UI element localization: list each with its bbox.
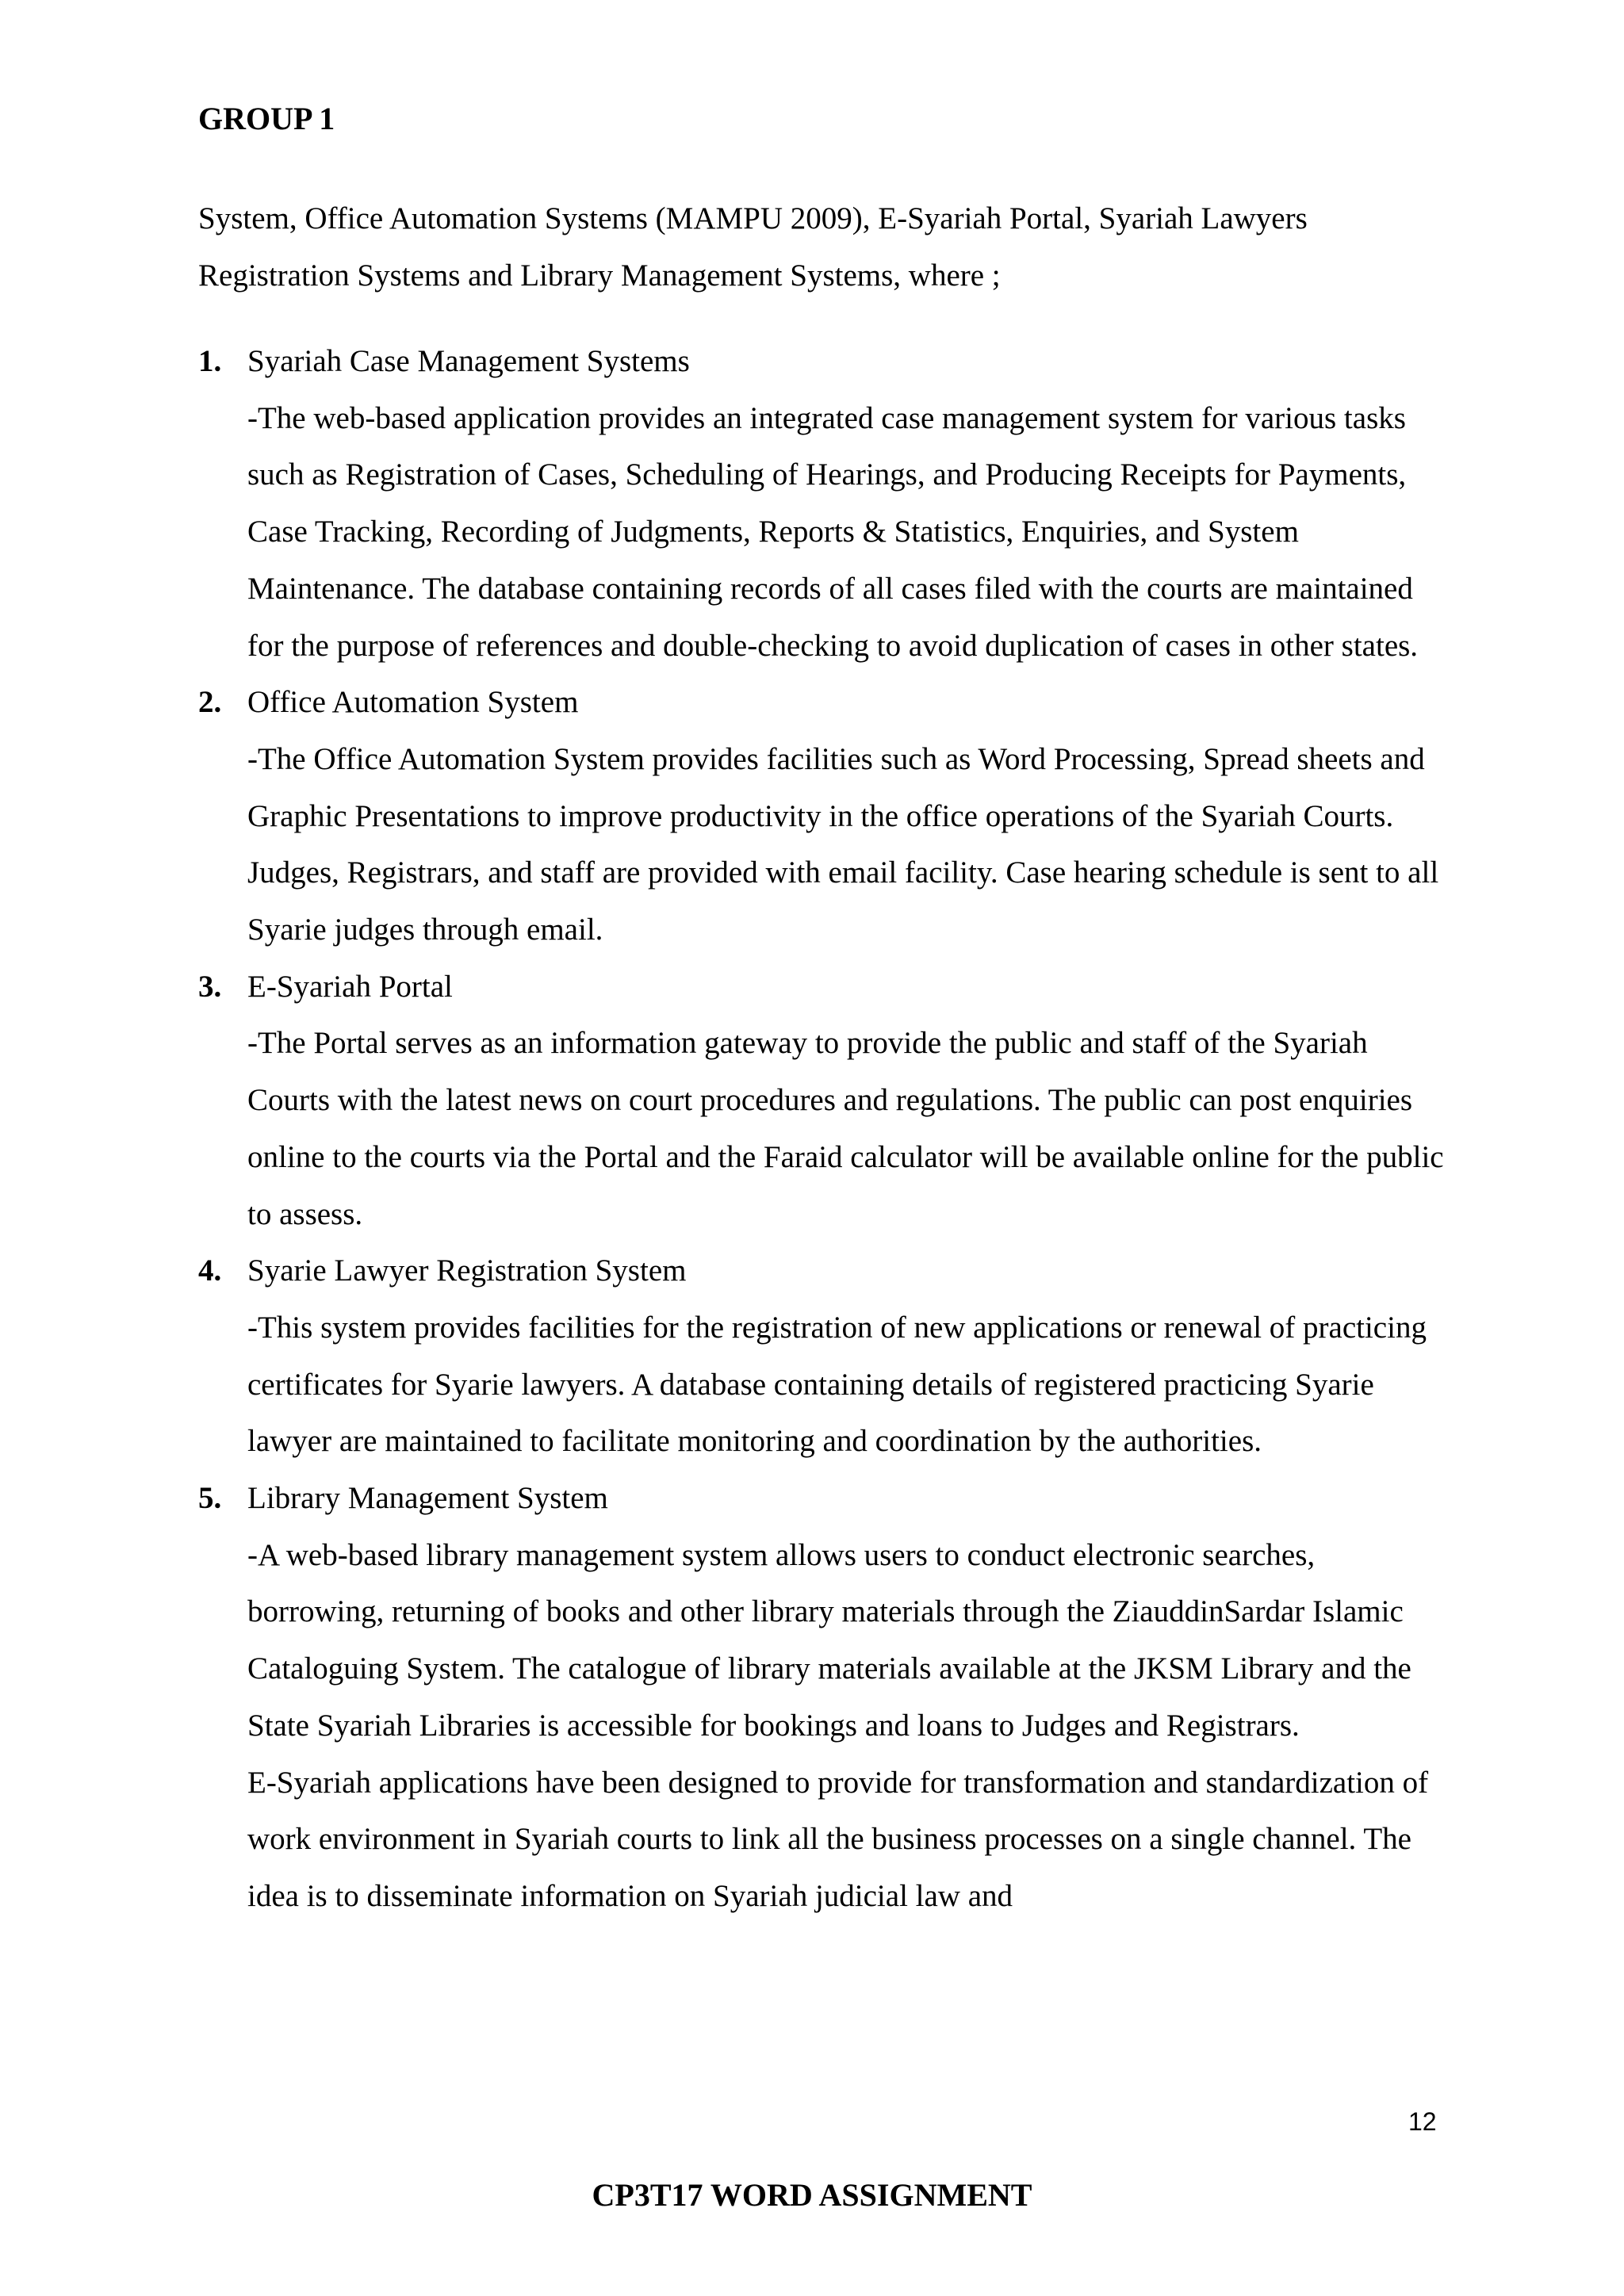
list-item: [198, 1242, 1451, 1470]
item-description: -The Portal serves as an information gateway to provide the public and staff of the Syariah Courts with the latest news on court procedures and regulations. The public can post enquiries online to the courts via the Portal and the Faraid calculator will be available online for the public to assess.: [247, 1026, 1444, 1231]
item-description: -This system provides facilities for the registration of new applications or renewal of practicing certificates for Syarie lawyers. A database containing details of registered practicing Syarie lawyer are maintained to facilitate monitoring and coordination by the authorities.: [247, 1310, 1427, 1459]
item-description: -The Office Automation System provides facilities such as Word Processing, Spread sheets and Graphic Presentations to improve productivity in the office operations of the Syariah Courts. Judges, Registrars, and staff are provided with email facility. Case hearing schedule is sent to all Syarie judges through email.: [247, 741, 1439, 947]
item-number: 4.: [198, 1253, 222, 1288]
item-title: Office Automation System: [247, 685, 579, 720]
page-heading: GROUP 1: [198, 101, 335, 136]
list-item: [198, 1470, 1451, 1925]
item-title: Library Management System: [247, 1481, 608, 1516]
systems-list: [198, 333, 1451, 1925]
item-number: 3.: [198, 969, 222, 1004]
item-description: -A web-based library management system allows users to conduct electronic searches, borrowing, returning of books and other library materials through the ZiauddinSardar Islamic Cataloguing System. The catalogue of library materials available at the JKSM Library and the State Syariah Libraries is accessible for bookings and loans to Judges and Registrars.: [247, 1537, 1411, 1743]
item-number: 2.: [198, 685, 222, 720]
list-item: [198, 333, 1451, 674]
intro-paragraph: System, Office Automation Systems (MAMPU 2009), E-Syariah Portal, Syariah Lawyers Registration Systems and Library Management Systems, where ;: [198, 201, 1308, 293]
item-number: 5.: [198, 1481, 222, 1516]
item-description: -The web-based application provides an integrated case management system for various tasks such as Registration of Cases, Scheduling of Hearings, and Producing Receipts for Payments, Case Tracking, Recording of Judgments, Reports & Statistics, Enquiries, and System Maintenance. The database containing records of all cases filed with the courts are maintained for the purpose of references and double-checking to avoid duplication of cases in other states.: [247, 400, 1419, 663]
list-item: [198, 674, 1451, 959]
page-number: 12: [1408, 2107, 1437, 2136]
item-title: Syariah Case Management Systems: [247, 344, 690, 378]
list-item: [198, 959, 1451, 1243]
item-title: E-Syariah Portal: [247, 969, 453, 1004]
item-title: Syarie Lawyer Registration System: [247, 1253, 687, 1288]
item-number: 1.: [198, 344, 222, 378]
page-footer: CP3T17 WORD ASSIGNMENT: [592, 2177, 1032, 2213]
closing-paragraph: E-Syariah applications have been designed to provide for transformation and standardization of work environment in Syariah courts to link all the business processes on a single channel. The idea is to disseminate information on Syariah judicial law and: [247, 1765, 1429, 1913]
